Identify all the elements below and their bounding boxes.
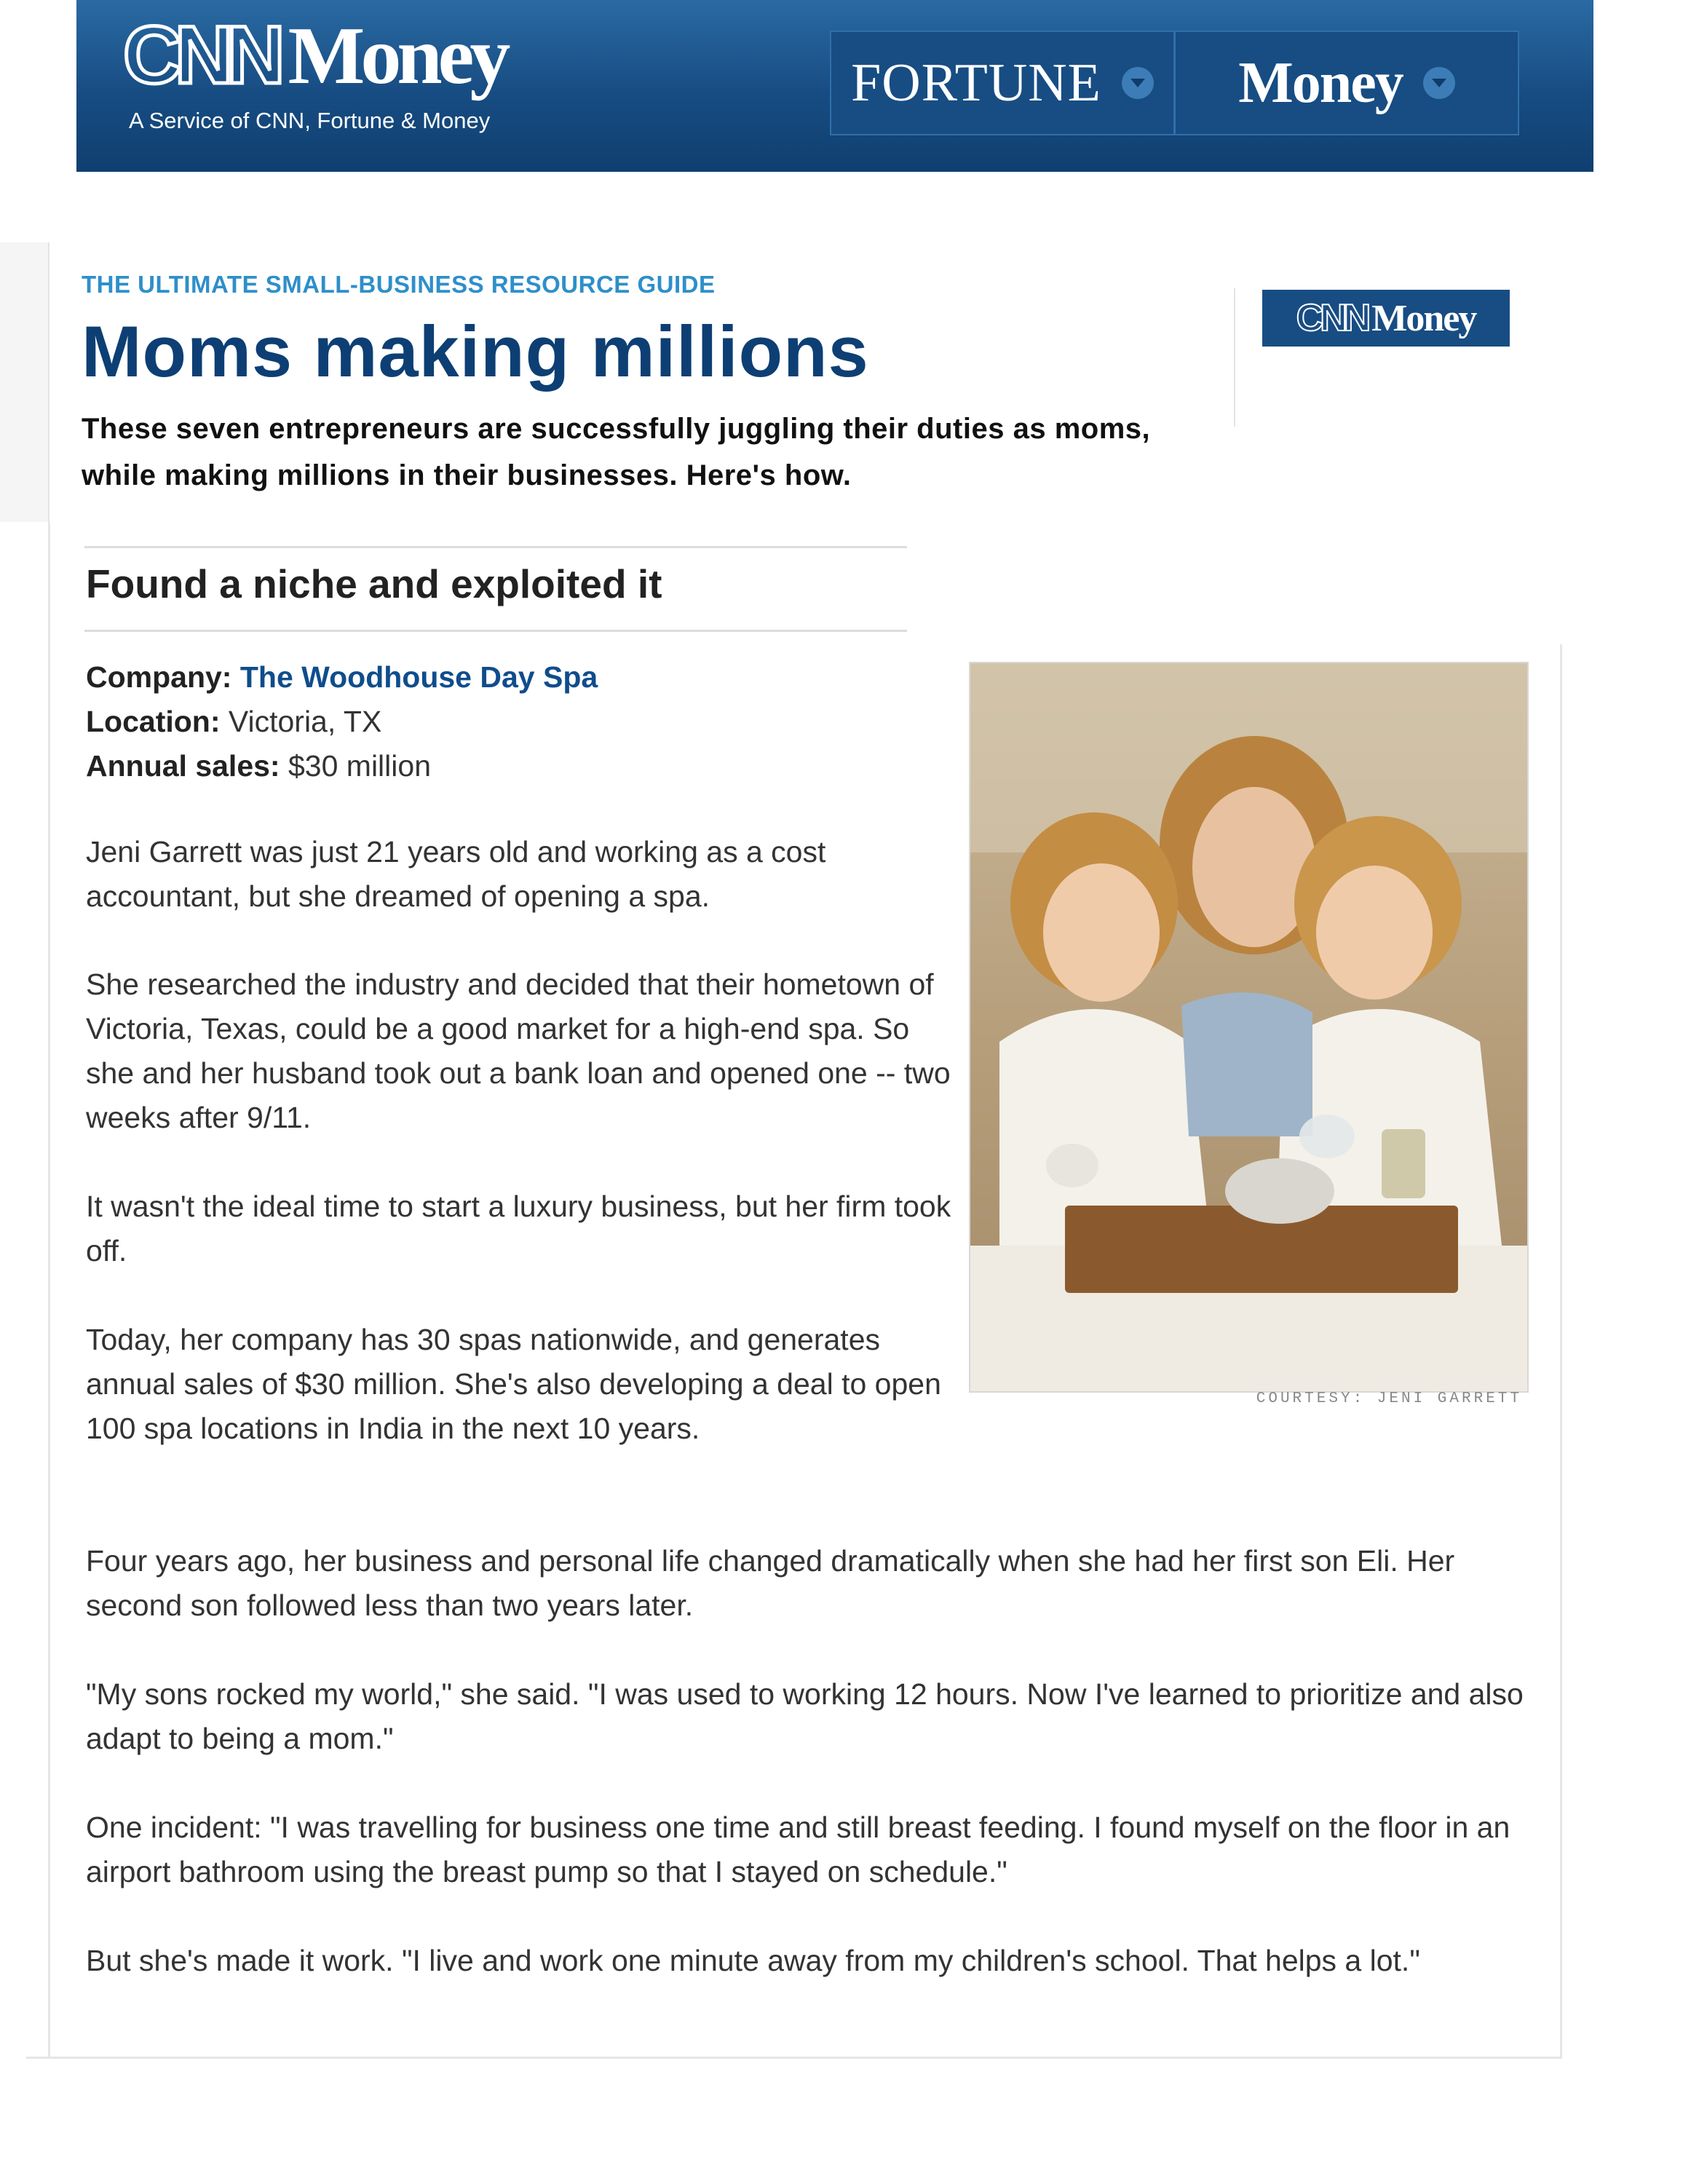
logo-money-text: Money (288, 11, 507, 101)
frame-divider (26, 2057, 1562, 2059)
cnnmoney-badge[interactable] (1262, 290, 1510, 347)
badge-money-text: Money (1371, 297, 1476, 339)
article-dek: These seven entrepreneurs are successfully juggling their duties as moms, while making millions in their businesses. Here's how. (82, 413, 1151, 491)
badge-cnn-text: CNN (1296, 297, 1368, 339)
fortune-label: FORTUNE (851, 52, 1101, 113)
frame-divider (1234, 288, 1235, 427)
money-dropdown[interactable] (1174, 31, 1519, 135)
article-photo (969, 662, 1529, 1393)
frame-divider (0, 242, 49, 522)
section-title: Found a niche and exploited it (86, 561, 662, 606)
page-title: Moms making millions (82, 311, 869, 392)
article-paragraph: Four years ago, her business and personal life changed dramatically when she had her first son Eli. Her second son followed less than two years later. (86, 1544, 1455, 1622)
photo-credit: COURTESY: JENI GARRETT (1256, 1390, 1522, 1407)
sales-value: $30 million (288, 749, 431, 783)
article-paragraph: One incident: "I was travelling for business one time and still breast feeding. I found myself on the floor in an airport bathroom using the breast pump so that I stayed on schedule." (86, 1811, 1510, 1888)
company-facts (86, 655, 598, 788)
chevron-down-icon (1122, 67, 1154, 99)
photo-illustration (970, 663, 1527, 1391)
location-label: Location: (86, 705, 221, 738)
article-paragraph: But she's made it work. "I live and work one minute away from my children's school. That helps a lot." (86, 1944, 1420, 1977)
company-link[interactable]: The Woodhouse Day Spa (239, 660, 598, 694)
section-kicker[interactable]: THE ULTIMATE SMALL-BUSINESS RESOURCE GUIDE (82, 271, 716, 298)
cnnmoney-logo[interactable] (123, 9, 507, 101)
divider (84, 630, 907, 632)
article-paragraph: It wasn't the ideal time to start a luxury business, but her firm took off. (86, 1190, 951, 1267)
money-label: Money (1238, 50, 1403, 115)
divider (84, 546, 907, 548)
location-value: Victoria, TX (228, 705, 382, 738)
chevron-down-icon (1423, 67, 1455, 99)
article-paragraph: "My sons rocked my world," she said. "I was used to working 12 hours. Now I've learned to prioritize and also adapt to being a mom." (86, 1677, 1524, 1755)
article-paragraph: She researched the industry and decided that their hometown of Victoria, Texas, could be a good market for a high-end spa. So she and her husband took out a bank loan and opened one -- two weeks after 9/11. (86, 968, 951, 1134)
frame-divider (1560, 644, 1562, 2057)
company-label: Company: (86, 660, 232, 694)
site-header (76, 0, 1593, 172)
sales-label: Annual sales: (86, 749, 280, 783)
article-paragraph: Today, her company has 30 spas nationwide, and generates annual sales of $30 million. She's also developing a deal to open 100 spa locations in India in the next 10 years. (86, 1323, 941, 1445)
logo-cnn-text: CNN (123, 9, 278, 100)
logo-tagline: A Service of CNN, Fortune & Money (129, 108, 491, 133)
fortune-dropdown[interactable] (830, 31, 1175, 135)
article-paragraph: Jeni Garrett was just 21 years old and working as a cost accountant, but she dreamed of opening a spa. (86, 835, 826, 913)
frame-divider (48, 522, 50, 2058)
